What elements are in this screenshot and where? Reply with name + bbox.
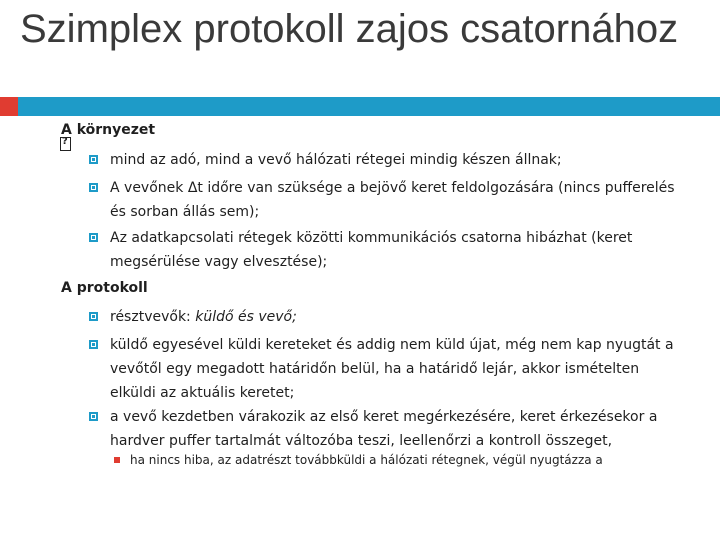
square-bullet-icon [89,183,98,192]
square-bullet-icon [89,412,98,421]
list-item: mind az adó, mind a vevő hálózati rétegei mindig készen állnak; [110,152,562,168]
section-heading-environment: A környezet [61,122,156,138]
square-bullet-icon [89,155,98,164]
list-item: küldő egyesével küldi kereteket és addig nem küld újat, még nem kap nyugtát a vevőtől egy megadott határidőn belül, ha a határidő lejár, akkor ismételten elküldi az aktuális keretet; [110,337,674,401]
sub-list-item: ha nincs hiba, az adatrészt továbbküldi a hálózati rétegnek, végül nyugtázza a [130,453,603,467]
square-bullet-icon [89,312,98,321]
participants-names: küldő és vevő; [195,309,297,325]
list-item: a vevő kezdetben várakozik az első keret megérkezésére, keret érkezésekor a hardver puffer tartalmát változóba teszi, leellenőrzi a kontroll összeget, [110,409,658,449]
square-bullet-icon [89,340,98,349]
slide-title: Szimplex protokoll zajos csatornához [20,7,679,51]
section-heading-protocol: A protokoll [61,280,148,296]
list-item: A vevőnek Δt időre van szüksége a bejövő keret feldolgozására (nincs pufferelés és sorban állás sem); [110,180,675,220]
participants-prefix: résztvevők: [110,309,196,325]
red-square-bullet-icon [114,457,120,463]
list-item: Az adatkapcsolati rétegek közötti kommunikációs csatorna hibázhat (keret megsérülése vagy elvesztése); [110,230,633,270]
missing-glyph-icon [60,137,71,151]
square-bullet-icon [89,233,98,242]
list-item-participants [110,305,685,329]
